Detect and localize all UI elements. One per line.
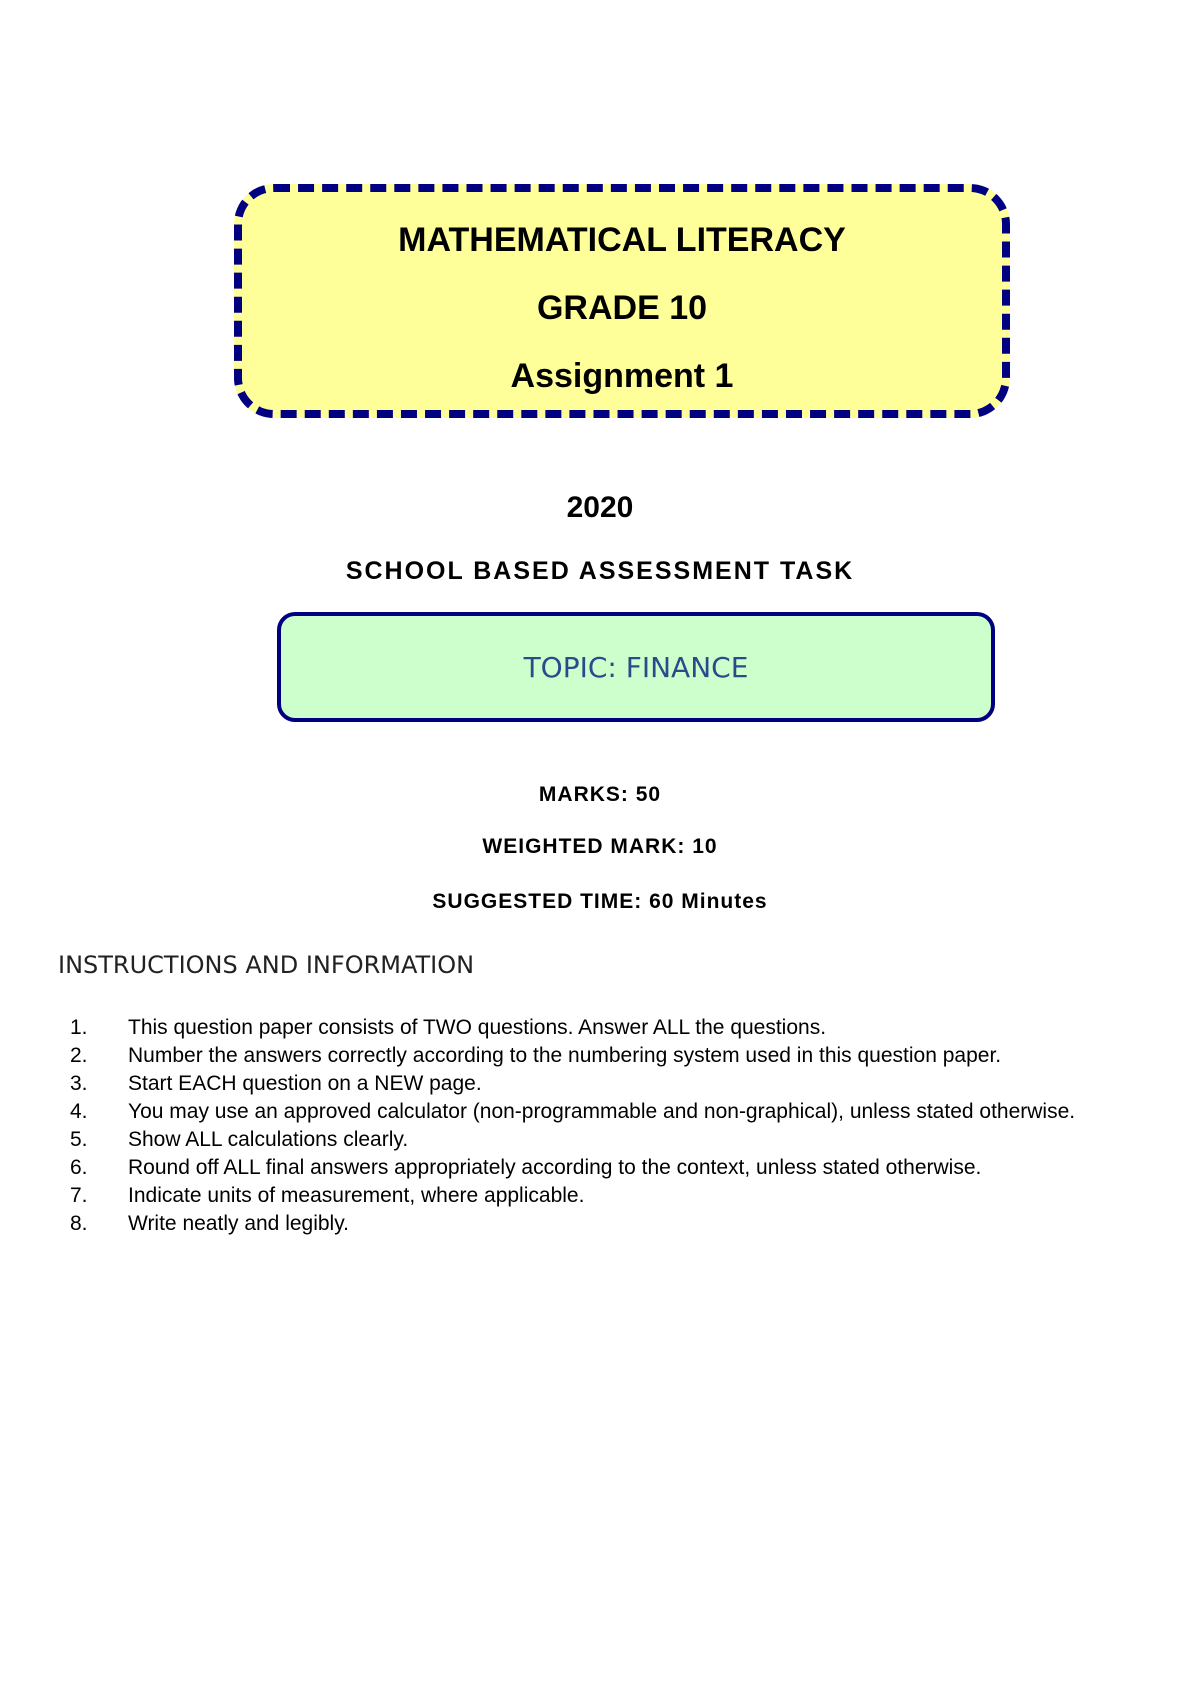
instruction-number: 5. bbox=[70, 1128, 88, 1151]
instruction-text: Show ALL calculations clearly. bbox=[128, 1128, 409, 1151]
instruction-number: 8. bbox=[70, 1212, 88, 1235]
instruction-item bbox=[70, 1014, 1150, 1042]
topic-box bbox=[277, 612, 995, 722]
instruction-item bbox=[70, 1098, 1150, 1126]
instruction-number: 4. bbox=[70, 1100, 88, 1123]
instruction-number: 7. bbox=[70, 1184, 88, 1207]
title-box bbox=[234, 184, 1010, 418]
instruction-item bbox=[70, 1126, 1150, 1154]
instruction-item bbox=[70, 1070, 1150, 1098]
instruction-text: Start EACH question on a NEW page. bbox=[128, 1072, 482, 1095]
assignment-title: Assignment 1 bbox=[510, 357, 734, 395]
suggested-time: SUGGESTED TIME: 60 Minutes bbox=[432, 890, 768, 913]
instruction-text: Number the answers correctly according to the numbering system used in this question paper. bbox=[128, 1044, 1002, 1067]
task-label: SCHOOL BASED ASSESSMENT TASK bbox=[345, 557, 855, 585]
instruction-text: Indicate units of measurement, where applicable. bbox=[128, 1184, 585, 1207]
instruction-number: 3. bbox=[70, 1072, 88, 1095]
marks: MARKS: 50 bbox=[538, 783, 662, 806]
instruction-text: This question paper consists of TWO questions. Answer ALL the questions. bbox=[128, 1016, 827, 1039]
subject-title: MATHEMATICAL LITERACY bbox=[398, 221, 846, 259]
instructions-list bbox=[70, 1014, 1150, 1238]
instructions-heading: INSTRUCTIONS AND INFORMATION bbox=[58, 951, 475, 979]
instruction-item bbox=[70, 1154, 1150, 1182]
grade-title: GRADE 10 bbox=[536, 289, 708, 327]
instruction-item bbox=[70, 1042, 1150, 1070]
instruction-number: 6. bbox=[70, 1156, 88, 1179]
instruction-number: 2. bbox=[70, 1044, 88, 1067]
instruction-item bbox=[70, 1182, 1150, 1210]
instruction-text: You may use an approved calculator (non-programmable and non-graphical), unless stated otherwise. bbox=[128, 1100, 1076, 1123]
instruction-text: Write neatly and legibly. bbox=[128, 1212, 350, 1235]
instruction-number: 1. bbox=[70, 1016, 88, 1039]
instruction-item bbox=[70, 1210, 1150, 1238]
instruction-text: Round off ALL final answers appropriately according to the context, unless stated otherwise. bbox=[128, 1156, 982, 1179]
weighted-mark: WEIGHTED MARK: 10 bbox=[482, 835, 718, 858]
topic-label: TOPIC: FINANCE bbox=[523, 650, 749, 684]
year: 2020 bbox=[566, 491, 634, 524]
